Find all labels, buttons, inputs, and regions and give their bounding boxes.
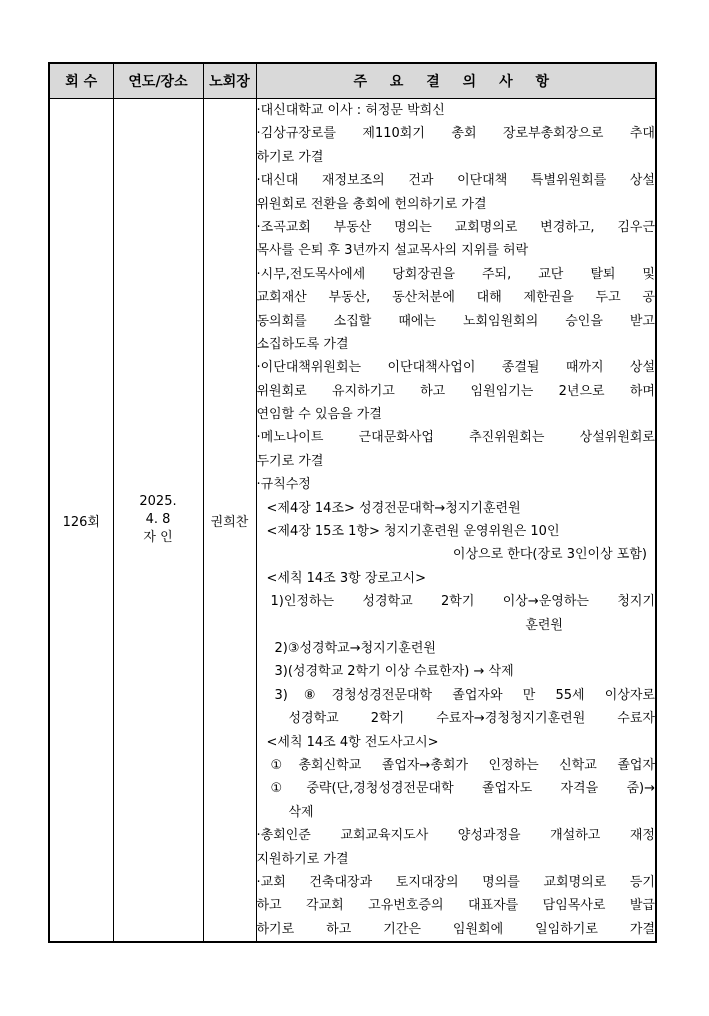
decision-line: 성경학교 2학기 수료자→경청청지기훈련원 수료자 bbox=[288, 711, 655, 727]
decision-line: ①중략(단,경청성경전문대학 졸업자도 자격을 줌)→ bbox=[270, 781, 655, 797]
year-place-cell bbox=[113, 99, 203, 943]
header-chair: 노회장 bbox=[203, 63, 256, 99]
decision-line: ①총회신학교 졸업자→총회가 인정하는 신학교 졸업자 bbox=[270, 757, 655, 773]
header-decisions: 주 요 결 의 사 항 bbox=[256, 63, 656, 99]
decision-list bbox=[257, 99, 656, 941]
decision-line: 훈련원 bbox=[525, 617, 563, 633]
decision-line: 소집하도록 가결 bbox=[256, 336, 349, 352]
decision-line: 두기로 가결 bbox=[256, 453, 324, 469]
decision-line: ·김상규장로를 제110회기 총회 장로부총회장으로 추대 bbox=[256, 126, 655, 142]
decision-line: 연임할 수 있음을 가결 bbox=[256, 407, 382, 423]
decision-line: ·교회 건축대장과 토지대장의 명의를 교회명의로 등기 bbox=[256, 874, 655, 890]
decision-line: 1)인정하는 성경학교 2학기 이상→운영하는 청지기 bbox=[270, 594, 655, 610]
decision-line: 교회재산 부동산, 동산처분에 대해 제한권을 두고 공 bbox=[256, 290, 655, 306]
decision-line: ·대신대 재정보조의 건과 이단대책 특별위원회를 상설 bbox=[256, 173, 655, 189]
decision-line: ·규칙수정 bbox=[256, 477, 311, 493]
year-text: 2025. bbox=[139, 494, 177, 510]
decision-line: <제4장 15조 1항> 청지기훈련원 운영위원은 10인 bbox=[266, 524, 560, 540]
chair-cell: 권희찬 bbox=[203, 99, 256, 943]
header-session: 회 수 bbox=[49, 63, 113, 99]
decision-line: <제4장 14조> 성경전문대학→청지기훈련원 bbox=[266, 500, 521, 516]
decision-line: ·총회인준 교회교육지도사 양성과정을 개설하고 재정 bbox=[256, 828, 655, 844]
minutes-table bbox=[48, 62, 657, 943]
session-cell: 126회 bbox=[49, 99, 113, 943]
decision-line: 하고 각교회 고유번호증의 대표자를 담임목사로 발급 bbox=[256, 898, 655, 914]
decision-line: <세칙 14조 3항 장로고시> bbox=[266, 570, 426, 586]
decision-line: <세칙 14조 4항 전도사고시> bbox=[266, 734, 439, 750]
decision-line: ·이단대책위원회는 이단대책사업이 종결될 때까지 상설 bbox=[256, 360, 655, 376]
decision-line: 삭제 bbox=[288, 804, 314, 820]
header-year-place: 연도/장소 bbox=[113, 63, 203, 99]
decision-line: ·대신대학교 이사 : 허정문 박희신 bbox=[256, 103, 445, 118]
decisions-cell bbox=[256, 99, 656, 943]
decision-line: 2)③성경학교→청지기훈련원 bbox=[274, 640, 436, 656]
decision-line: 동의회를 소집할 때에는 노회임원회의 승인을 받고 bbox=[256, 313, 655, 329]
decision-line: 목사를 은퇴 후 3년까지 설교목사의 지위를 허락 bbox=[256, 243, 529, 259]
decision-line: ·시무,전도목사에세 당회장권을 주되, 교단 탈퇴 및 bbox=[256, 266, 655, 282]
decision-line: ·조곡교회 부동산 명의는 교회명의로 변경하고, 김우근 bbox=[256, 219, 655, 235]
decision-line: 하기로 하고 기간은 임원회에 일임하기로 가결 bbox=[256, 921, 655, 937]
header-row bbox=[49, 63, 656, 99]
decision-line: 이상으로 한다(장로 3인이상 포함) bbox=[452, 547, 647, 563]
decision-line: 위원회로 전환을 총회에 헌의하기로 가결 bbox=[256, 196, 487, 212]
table-row bbox=[49, 99, 656, 943]
date-text: 4. 8 bbox=[145, 512, 171, 528]
decision-line: ·메노나이트 근대문화사업 추진위원회는 상설위원회로 bbox=[256, 430, 655, 446]
decision-line: 위원회로 유지하기고 하고 임원임기는 2년으로 하며 bbox=[256, 383, 655, 399]
place-text: 자 인 bbox=[143, 530, 173, 546]
decision-line: 3)(성경학교 2학기 이상 수료한자) → 삭제 bbox=[274, 664, 514, 680]
decision-line: 지원하기로 가결 bbox=[256, 851, 349, 867]
decision-line: 3)⑧경청성경전문대학 졸업자와 만 55세 이상자로 bbox=[274, 687, 655, 703]
decision-line: 하기로 가결 bbox=[256, 149, 324, 165]
